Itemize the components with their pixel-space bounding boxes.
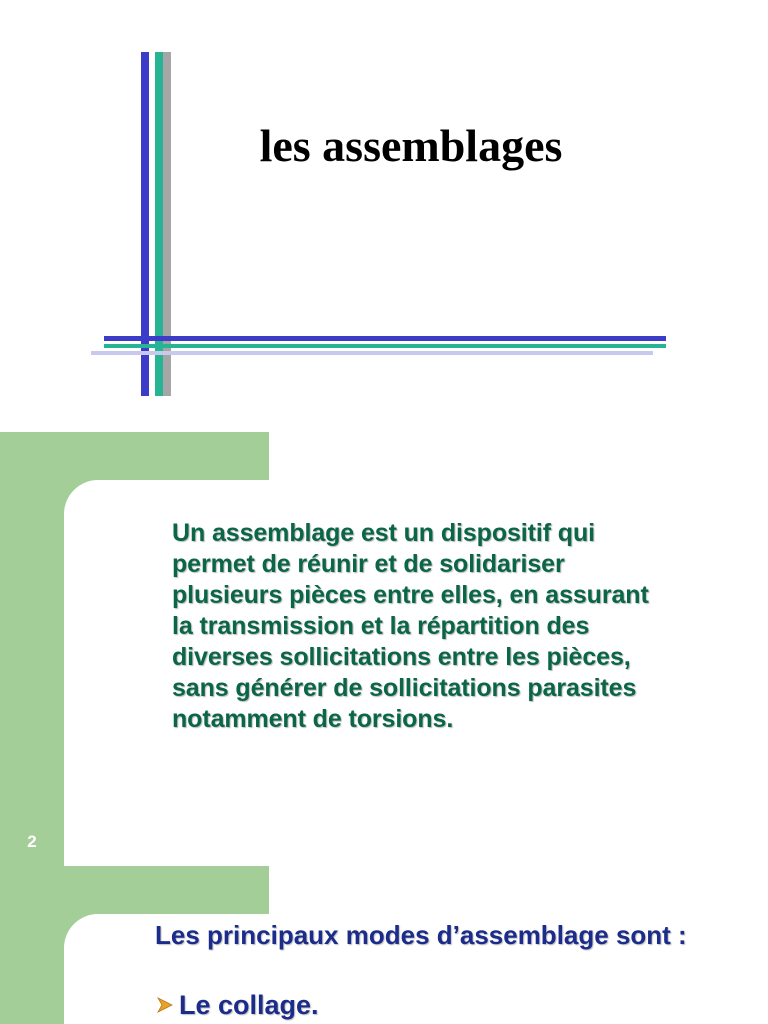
definition-paragraph: Un assemblage est un dispositif qui permet de réunir et de solidariser plusieurs pièces entre elles, en assurant la transmission et la répartition des diverses sollicitations entre les pièces, sans générer de sollicitations parasites notamment de torsions.: [172, 519, 649, 733]
title-slide: [0, 0, 768, 432]
green-side-strip: [0, 866, 64, 1024]
horizontal-bar-teal: [104, 344, 666, 348]
list-item-label: Le collage.: [179, 989, 319, 1020]
slide-number: 2: [27, 832, 37, 851]
slide-title: les assemblages: [259, 120, 563, 171]
arrowhead-bullet-icon: [155, 995, 175, 1015]
list-item: [155, 988, 319, 1022]
modes-heading: Les principaux modes d’assemblage sont :: [155, 920, 687, 950]
horizontal-bar-blue: [104, 336, 666, 341]
modes-slide: [0, 866, 768, 1024]
definition-slide: [0, 432, 768, 866]
horizontal-bar-lavender: [91, 351, 653, 355]
green-side-strip: [0, 432, 64, 866]
